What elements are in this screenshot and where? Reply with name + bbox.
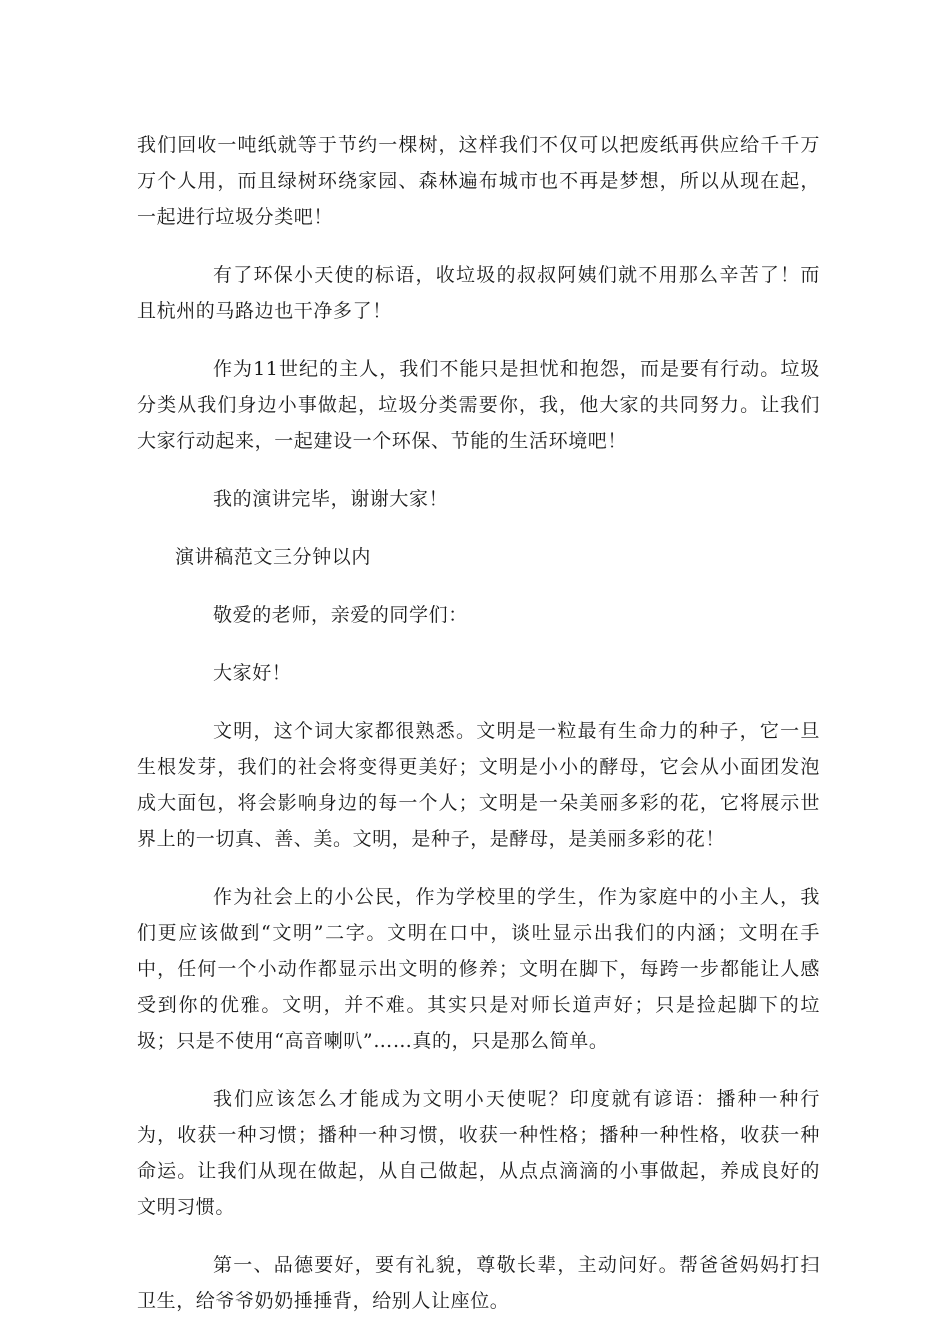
paragraph-proverb: 我们应该怎么才能成为文明小天使呢？印度就有谚语：播种一种行为，收获一种习惯；播种一种习惯，收获一种性格；播种一种性格，收获一种命运。让我们从现在做起，从自己做起，从点点滴滴的小事做起，养成良好的文明习惯。 xyxy=(137,1088,820,1218)
paragraph-eco-slogan: 有了环保小天使的标语，收垃圾的叔叔阿姨们就不用那么辛苦了！而且杭州的马路边也干净多了！ xyxy=(137,264,820,322)
paragraph-salutation: 敬爱的老师，亲爱的同学们： xyxy=(213,604,468,626)
paragraph-greeting: 大家好！ xyxy=(213,662,292,684)
paragraph-action: 作为11世纪的主人，我们不能只是担忧和抱怨，而是要有行动。垃圾分类从我们身边小事做起，垃圾分类需要你，我，他大家的共同努力。让我们大家行动起来，一起建设一个环保、节能的生活环境吧！ xyxy=(137,358,820,452)
section-title: 演讲稿范文三分钟以内 xyxy=(175,546,372,568)
paragraph-recycling: 我们回收一吨纸就等于节约一棵树，这样我们不仅可以把废纸再供应给千千万万个人用，而且绿树环绕家园、森林遍布城市也不再是梦想，所以从现在起，一起进行垃圾分类吧！ xyxy=(137,134,820,228)
paragraph-civilization-intro: 文明，这个词大家都很熟悉。文明是一粒最有生命力的种子，它一旦生根发芽，我们的社会将变得更美好；文明是小小的酵母，它会从小面团发泡成大面包，将会影响身边的每一个人；文明是一朵美丽多彩的花，它将展示世界上的一切真、善、美。文明，是种子，是酵母，是美丽多彩的花！ xyxy=(137,720,820,850)
paragraph-closing: 我的演讲完毕，谢谢大家！ xyxy=(213,488,449,510)
paragraph-first-point: 第一、品德要好，要有礼貌，尊敬长辈，主动问好。帮爸爸妈妈打扫卫生，给爷爷奶奶捶捶背，给别人让座位。 xyxy=(137,1254,820,1312)
document-body xyxy=(137,127,820,1341)
paragraph-citizen: 作为社会上的小公民，作为学校里的学生，作为家庭中的小主人，我们更应该做到“文明”二字。文明在口中，谈吐显示出我们的内涵；文明在手中，任何一个小动作都显示出文明的修养；文明在脚下，每跨一步都能让人感受到你的优雅。文明，并不难。其实只是对师长道声好；只是捡起脚下的垃圾；只是不使用“高音喇叭”……真的，只是那么简单。 xyxy=(137,886,820,1052)
